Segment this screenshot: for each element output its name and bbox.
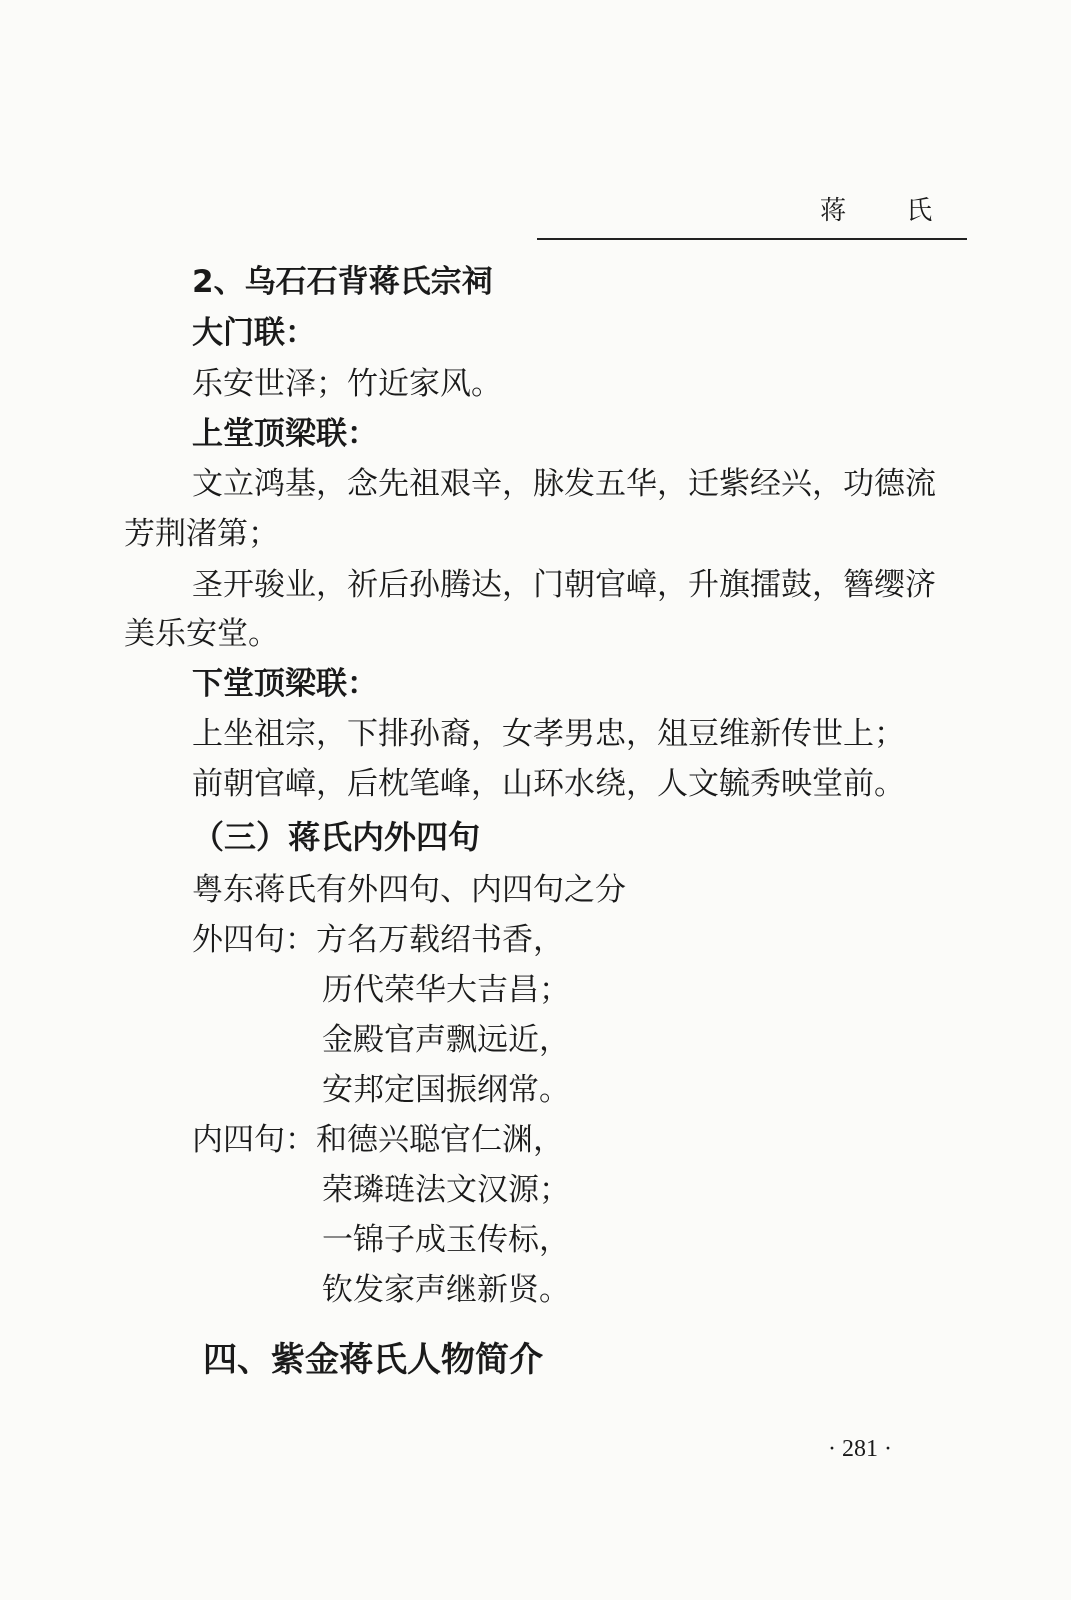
header-rule — [537, 238, 967, 240]
four-lines-section-title: （三）蒋氏内外四句 — [192, 818, 481, 856]
subsection-title: 2、乌石石背蒋氏宗祠 — [192, 264, 493, 300]
upper-hall-label: 上堂顶梁联： — [192, 416, 378, 452]
upper-hall-line-3: 圣开骏业，祈后孙腾达，门朝官嶂，升旗擂鼓，簪缨济 — [192, 567, 936, 603]
running-header-title: 蒋 氏 — [820, 196, 959, 226]
outer-line-3: 金殿官声飘远近， — [322, 1022, 570, 1058]
upper-hall-line-2: 芳荆渚第； — [124, 516, 279, 552]
inner-line-3: 一锦子成玉传标， — [322, 1222, 570, 1258]
inner-line-2: 荣璘琏法文汉源； — [322, 1172, 570, 1208]
lower-hall-label: 下堂顶梁联： — [192, 666, 378, 702]
inner-line-4: 钦发家声继新贤。 — [322, 1272, 570, 1308]
main-gate-label: 大门联： — [192, 315, 316, 351]
page-number: · 281 · — [828, 1436, 892, 1462]
outer-line-4: 安邦定国振纲常。 — [322, 1072, 570, 1108]
lower-hall-line-2: 前朝官嶂，后枕笔峰，山环水绕，人文毓秀映堂前。 — [192, 766, 905, 802]
lower-hall-line-1: 上坐祖宗，下排孙裔，女孝男忠，俎豆维新传世上； — [192, 716, 905, 752]
inner-four-label: 内四句： — [192, 1122, 316, 1158]
outer-four-label: 外四句： — [192, 922, 316, 958]
main-gate-couplet: 乐安世泽；竹近家风。 — [192, 366, 502, 402]
chapter-title: 四、紫金蒋氏人物简介 — [203, 1340, 543, 1380]
outer-line-1: 方名万载绍书香， — [316, 922, 564, 958]
outer-line-2: 历代荣华大吉昌； — [322, 972, 570, 1008]
upper-hall-line-4: 美乐安堂。 — [124, 616, 279, 652]
upper-hall-line-1: 文立鸿基，念先祖艰辛，脉发五华，迁紫经兴，功德流 — [192, 466, 936, 502]
four-lines-intro: 粤东蒋氏有外四句、内四句之分 — [192, 872, 626, 908]
inner-line-1: 和德兴聪官仁渊， — [316, 1122, 564, 1158]
